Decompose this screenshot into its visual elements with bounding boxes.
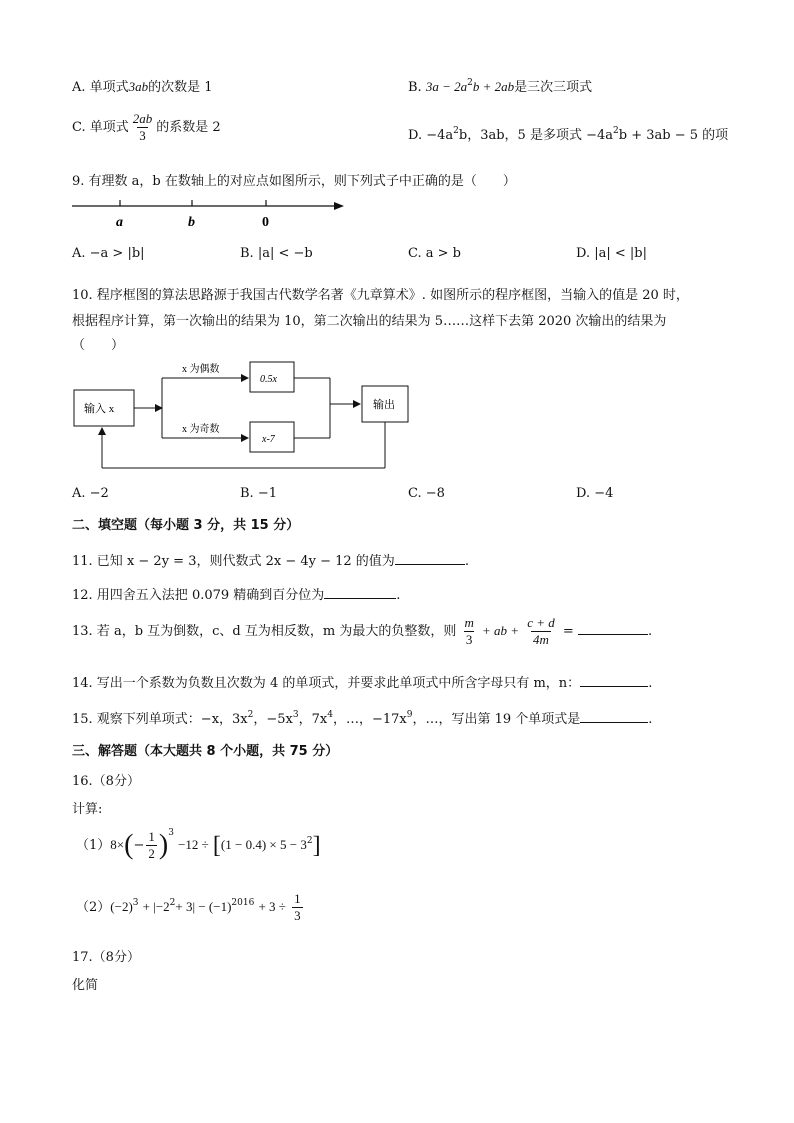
- q16-part2: $(2)(-2)^3 + |-2^2+ 3| - (-1)^{2016} + 3$ ÷ $\frac{1}{3}$: [76, 891, 301, 923]
- q14: 14. 写出一个系数为负数且次数为 4 的单项式，并要求此单项式中所含字母只有 m，n： .: [72, 676, 653, 691]
- q10-option-d: D. −4: [576, 486, 614, 501]
- q16-instruction: 计算:: [72, 802, 103, 817]
- q15: 15. 观察下列单项式：−x，$3x^2$，$-5x^3$，$7x^4$，…，$-17x^9$，…，写出第 19 个单项式是 .: [72, 710, 653, 727]
- flowchart: [70, 356, 420, 476]
- q13: 13. 若 a，b 互为倒数，c、d 互为相反数，m 为最大的负整数，则 $\frac{m}{3}$ + ab + $\frac{c + d}{4m}$ = .: [72, 615, 653, 647]
- q10-stem-line2: 根据程序计算，第一次输出的结果为 10，第二次输出的结果为 5……这样下去第 2020 次输出的结果为: [72, 314, 667, 329]
- q9-option-b: B. |a| < −b: [240, 246, 313, 261]
- fraction: $\frac{m}{3}$: [464, 615, 474, 647]
- q10-stem-line3: （ ）: [72, 338, 125, 353]
- answer-blank: [578, 622, 648, 635]
- q12: 12. 用四舍五入法把 0.079 精确到百分位为 .: [72, 588, 401, 603]
- fraction: $\frac{c + d}{4m}$: [527, 615, 555, 647]
- q17-instruction: 化简: [72, 978, 99, 993]
- odd-label: x 为奇数: [182, 424, 220, 435]
- q9-option-c: C. a > b: [408, 246, 461, 261]
- q9-stem: 9. 有理数 a，b 在数轴上的对应点如图所示，则下列式子中正确的是（ ）: [72, 174, 516, 189]
- q9-option-d: D. |a| < |b|: [576, 246, 647, 261]
- even-label: x 为偶数: [182, 364, 220, 375]
- q16-part1: （1）8×(− $\frac{1}{2}$ )$^3 -12 \div [(1 - 0.4) \times 5 - 3^2]$: [76, 828, 321, 861]
- q17-head: 17.（8分）: [72, 950, 140, 965]
- number-line: [68, 196, 348, 230]
- q10-stem-line1: 10. 程序框图的算法思路源于我国古代数学名著《九章算术》. 如图所示的程序框图，当输入的值是 20 时，: [72, 288, 689, 303]
- q8-option-d: D. $-4a^2b$，3ab，5 是多项式 $-4a^2b + 3ab - 5$ 的项: [408, 126, 729, 143]
- output-label: 输出: [373, 399, 395, 411]
- section2-title: 二、填空题（每小题 3 分，共 15 分）: [72, 518, 300, 533]
- section3-title: 三、解答题（本大题共 8 个小题，共 75 分）: [72, 744, 339, 759]
- q9-option-a: A. −a > |b|: [72, 246, 145, 261]
- answer-blank: [580, 710, 648, 723]
- q8-option-b: B. $3a - 2a^2b + 2ab$是三次三项式: [408, 78, 593, 95]
- q10-option-c: C. −8: [408, 486, 445, 501]
- odd-op: x-7: [262, 434, 275, 445]
- label-a: a: [116, 215, 123, 230]
- answer-blank: [580, 674, 648, 687]
- answer-blank: [324, 586, 396, 599]
- fraction: $\frac{1}{2}$: [148, 829, 155, 861]
- q8-option-a: A. 单项式3ab的次数是 1: [72, 79, 213, 95]
- q16-head: 16.（8分）: [72, 774, 140, 789]
- label-0: 0: [262, 215, 269, 230]
- even-op: 0.5x: [260, 374, 277, 385]
- input-label: 输入 x: [84, 403, 115, 415]
- q10-option-b: B. −1: [240, 486, 277, 501]
- q11: 11. 已知 x − 2y = 3，则代数式 2x − 4y − 12 的值为 .: [72, 554, 469, 569]
- answer-blank: [395, 552, 465, 565]
- arrow-right-icon: [334, 202, 344, 210]
- label-b: b: [188, 215, 195, 230]
- q8-option-c: C. 单项式 $\frac{2ab}{3}$ 的系数是 2: [72, 111, 221, 143]
- fraction: $\frac{2ab}{3}$: [132, 111, 153, 143]
- q10-option-a: A. −2: [72, 486, 109, 501]
- fraction: $\frac{1}{3}$: [294, 891, 301, 923]
